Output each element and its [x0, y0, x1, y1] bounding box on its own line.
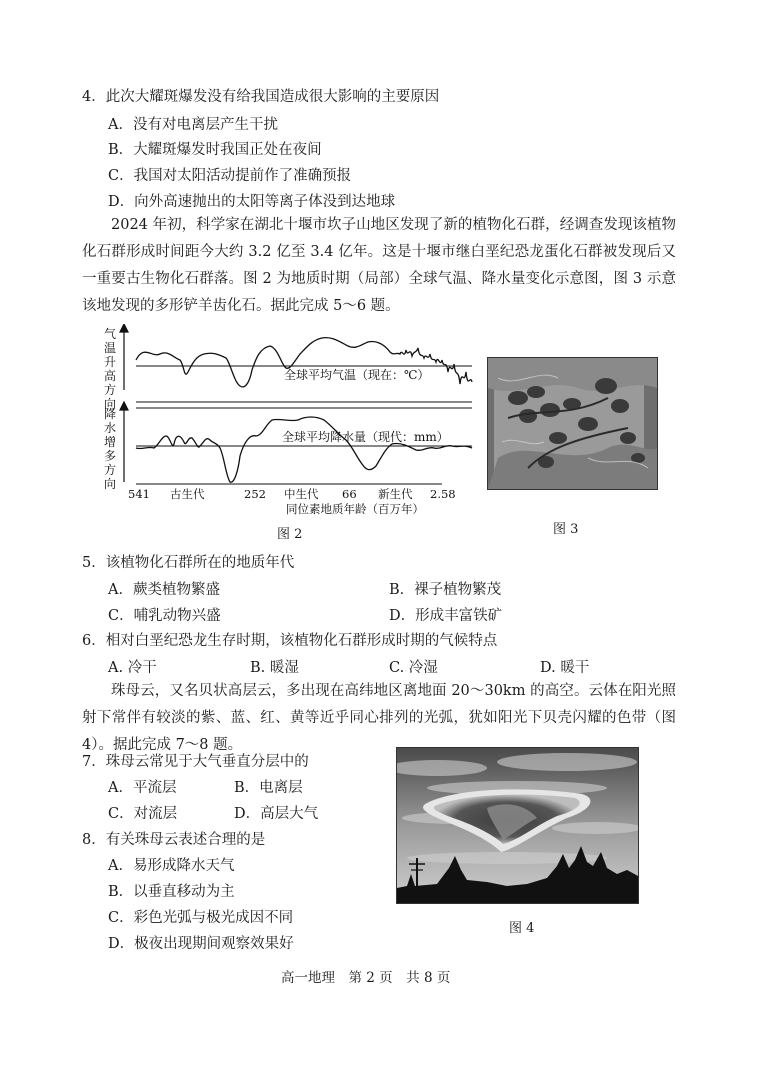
- q7-option-a: A．平流层: [108, 780, 177, 796]
- figure4-cloud-image: [396, 747, 639, 904]
- temp-axis-char: 向: [104, 397, 117, 411]
- q5-option-b: B．裸子植物繁茂: [389, 582, 502, 598]
- q6-option-d: D. 暖干: [540, 660, 590, 676]
- precip-axis-char: 增: [104, 435, 117, 449]
- q4-option-a: A．没有对电离层产生干扰: [108, 117, 278, 133]
- q4-option-b: B．大耀斑爆发时我国正处在夜间: [108, 142, 322, 158]
- precip-axis-char: 水: [104, 421, 117, 435]
- q6-option-c: C. 冷湿: [389, 660, 438, 676]
- temp-axis-label: [104, 326, 116, 411]
- precip-axis-char: 降: [104, 407, 117, 421]
- page-footer: 高一地理 第 2 页 共 8 页: [281, 970, 451, 986]
- q5-stem: 5．该植物化石群所在的地质年代: [82, 555, 295, 571]
- tick-paleozoic: 古生代: [170, 487, 205, 501]
- precip-axis-arrowhead: [120, 402, 128, 410]
- passage-7-8: 珠母云，又名贝状高层云，多出现在高纬地区离地面 20～30km 的高空。云体在阳光照射下常伴有较淡的紫、蓝、红、黄等近乎同心排列的光弧，犹如阳光下贝壳闪耀的色带（图 4）。据此完成 7～8 题。: [82, 683, 676, 753]
- figure3-caption: 图 3: [553, 522, 579, 537]
- temp-axis-char: 气: [104, 327, 117, 341]
- q8-option-a: A．易形成降水天气: [108, 858, 235, 874]
- tick-66: 66: [342, 487, 357, 501]
- q4-option-d: D．向外高速抛出的太阳等离子体没到达地球: [108, 194, 396, 210]
- temp-axis-char: 高: [104, 369, 117, 383]
- q7-option-b: B．电离层: [234, 780, 303, 796]
- x-axis-label: 同位素地质年龄（百万年）: [286, 502, 424, 516]
- precip-axis-char: 方: [104, 463, 117, 477]
- q6-option-a: A. 冷干: [108, 660, 157, 676]
- figure2-chart: [100, 324, 480, 524]
- q7-stem: 7．珠母云常见于大气垂直分层中的: [82, 754, 309, 770]
- tick-252: 252: [244, 487, 266, 501]
- q6-stem: 6．相对白垩纪恐龙生存时期，该植物化石群形成时期的气候特点: [82, 633, 498, 649]
- tick-mesozoic: 中生代: [284, 487, 319, 501]
- precip-axis-char: 多: [104, 449, 117, 463]
- tick-541: 541: [128, 487, 150, 501]
- q4-option-c: C．我国对太阳活动提前作了准确预报: [108, 168, 352, 184]
- precip-curve: [136, 417, 472, 482]
- q5-option-a: A．蕨类植物繁盛: [108, 582, 220, 598]
- q7-option-c: C．对流层: [108, 806, 178, 822]
- passage-5-6: 2024 年初，科学家在湖北十堰市坎子山地区发现了新的植物化石群，经调查发现该植物化石群形成时间距今大约 3.2 亿至 3.4 亿年。这是十堰市继白垩纪恐龙蛋化石群被发现后又一重要古生物化石群落。图 2 为地质时期（局部）全球气温、降水量变化示意图，图 3 示意该地发现的多形铲羊齿化石。据此完成 5～6 题。: [82, 217, 676, 314]
- q7-option-d: D．高层大气: [234, 806, 319, 822]
- precip-axis-char: 向: [104, 477, 117, 491]
- q8-option-d: D．极夜出现期间观察效果好: [108, 936, 294, 952]
- q8-option-c: C．彩色光弧与极光成因不同: [108, 910, 294, 926]
- figure4-caption: 图 4: [509, 921, 535, 936]
- q8-stem: 8．有关珠母云表述合理的是: [82, 832, 266, 848]
- q8-option-b: B．以垂直移动为主: [108, 884, 235, 900]
- tick-2-58: 2.58: [430, 487, 456, 501]
- temp-axis-char: 升: [104, 355, 117, 369]
- temp-axis-char: 温: [104, 341, 117, 355]
- q6-option-b: B. 暖湿: [250, 660, 299, 676]
- figure2-caption: 图 2: [277, 527, 303, 542]
- figure3-fossil-image: [487, 357, 658, 490]
- q4-stem: 4．此次大耀斑爆发没有给我国造成很大影响的主要原因: [82, 89, 440, 105]
- temp-axis-char: 方: [104, 383, 117, 397]
- temp-line-label: 全球平均气温（现在：℃）: [284, 368, 430, 382]
- q5-option-c: C．哺乳动物兴盛: [108, 608, 221, 624]
- precip-line-label: 全球平均降水量（现代：mm）: [282, 430, 449, 444]
- q5-option-d: D．形成丰富铁矿: [389, 608, 503, 624]
- tick-cenozoic: 新生代: [378, 487, 413, 501]
- precip-axis-label: [104, 407, 116, 491]
- temp-axis-arrowhead: [120, 324, 128, 332]
